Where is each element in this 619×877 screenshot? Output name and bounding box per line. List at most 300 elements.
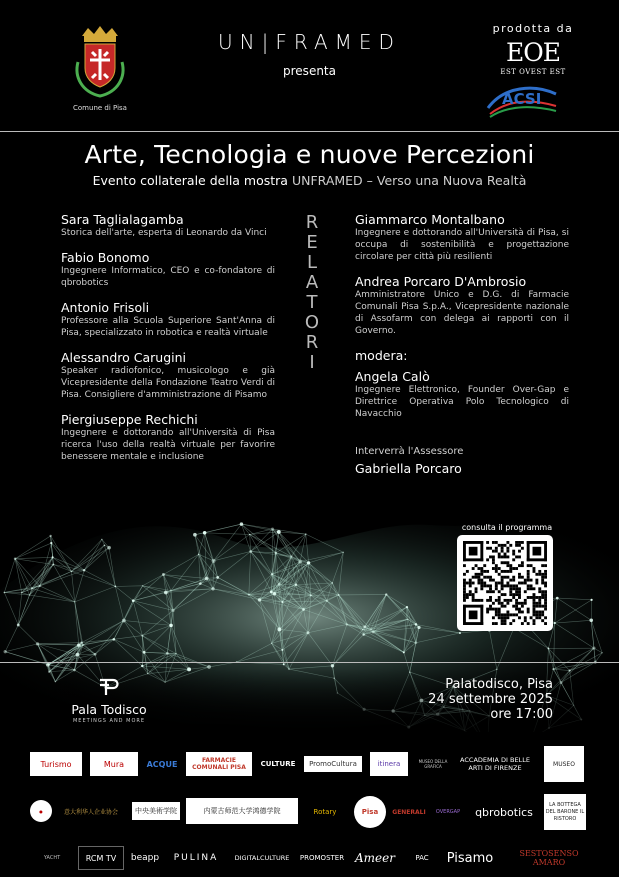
- sponsor-logo: Pisamo: [446, 850, 494, 866]
- qr-module: [521, 547, 524, 550]
- qr-module: [489, 590, 492, 593]
- qr-module: [495, 567, 498, 570]
- qr-module: [530, 616, 533, 619]
- relatori-letter: R: [305, 332, 319, 353]
- moderator-name: Angela Calò: [355, 369, 430, 384]
- qr-module: [515, 544, 518, 547]
- qr-module: [535, 596, 538, 599]
- qr-module: [515, 555, 518, 558]
- qr-module: [477, 573, 480, 576]
- qr-module: [492, 579, 495, 582]
- qr-module: [544, 608, 547, 611]
- qr-module: [495, 582, 498, 585]
- qr-module: [544, 605, 547, 608]
- qr-module: [506, 561, 509, 564]
- speaker-name: Fabio Bonomo: [61, 250, 150, 265]
- qr-module: [538, 570, 541, 573]
- qr-module: [475, 576, 478, 579]
- qr-module: [533, 608, 536, 611]
- qr-module: [501, 593, 504, 596]
- producer-label: prodotta da: [492, 22, 574, 35]
- qr-module: [527, 573, 530, 576]
- qr-module: [463, 605, 466, 625]
- qr-module: [504, 616, 507, 619]
- qr-module: [486, 576, 489, 579]
- qr-module: [489, 576, 492, 579]
- qr-module: [489, 608, 492, 611]
- qr-module: [512, 567, 515, 570]
- unframed-logo: UN|FRAMED: [218, 30, 401, 54]
- qr-module: [527, 608, 530, 611]
- sponsor-logo: PromoCultura: [304, 756, 362, 772]
- qr-module: [509, 599, 512, 602]
- event-subtitle: [0, 173, 619, 188]
- qr-module: [518, 550, 521, 553]
- qr-module: [483, 564, 486, 567]
- header-divider: [0, 131, 619, 132]
- sponsor-logo: SESTOSENSO AMARO: [519, 849, 579, 867]
- qr-module: [466, 570, 469, 573]
- qr-module: [486, 611, 489, 614]
- qr-module: [541, 590, 544, 593]
- qr-module: [515, 599, 518, 602]
- qr-module: [466, 582, 469, 585]
- qr-module: [501, 547, 504, 550]
- qr-module: [538, 613, 541, 616]
- qr-module: [475, 599, 478, 602]
- subtitle-intro: Evento collaterale della mostra: [92, 173, 292, 188]
- qr-module: [504, 553, 507, 556]
- qr-module: [544, 593, 547, 596]
- qr-module: [524, 599, 527, 602]
- qr-module: [501, 576, 504, 579]
- qr-module: [472, 593, 475, 596]
- speakers-right-column: [355, 212, 569, 476]
- qr-module: [518, 541, 521, 544]
- speaker-name: Andrea Porcaro D'Ambrosio: [355, 274, 527, 289]
- qr-module: [469, 547, 478, 556]
- qr-module: [501, 613, 504, 616]
- sponsor-logo: 中央美術学院: [132, 802, 180, 820]
- qr-module: [533, 587, 536, 590]
- qr-module: [509, 584, 512, 587]
- sponsor-logo: DIGITALCULTURE: [234, 854, 290, 862]
- qr-module: [495, 611, 498, 614]
- qr-module: [538, 616, 541, 619]
- qr-module: [541, 619, 544, 622]
- qr-module: [538, 599, 541, 602]
- qr-module: [483, 576, 486, 579]
- qr-module: [518, 590, 521, 593]
- qr-module: [518, 544, 521, 547]
- qr-caption: consulta il programma: [461, 523, 553, 532]
- qr-module: [463, 558, 483, 561]
- relatori-letter: E: [306, 232, 318, 253]
- qr-module: [544, 582, 547, 585]
- qr-module: [498, 555, 501, 558]
- qr-module: [535, 605, 538, 608]
- qr-module: [504, 576, 507, 579]
- qr-code-icon: [463, 541, 547, 625]
- qr-module: [463, 593, 466, 596]
- qr-module: [463, 605, 483, 608]
- qr-module: [524, 616, 527, 619]
- qr-module: [506, 613, 509, 616]
- qr-module: [506, 611, 509, 614]
- qr-module: [512, 587, 515, 590]
- qr-module: [463, 599, 466, 602]
- qr-module: [501, 584, 504, 587]
- qr-module: [469, 593, 472, 596]
- qr-module: [515, 602, 518, 605]
- qr-module: [506, 599, 509, 602]
- qr-module: [509, 593, 512, 596]
- qr-module: [469, 582, 472, 585]
- qr-module: [533, 593, 536, 596]
- pala-todisco-logo: [60, 678, 158, 724]
- assessore-label: Interverrà l'Assessore: [355, 446, 464, 457]
- qr-module: [533, 599, 536, 602]
- qr-module: [489, 599, 492, 602]
- qr-module: [472, 567, 475, 570]
- qr-module: [489, 596, 492, 599]
- qr-module: [486, 590, 489, 593]
- qr-module: [509, 590, 512, 593]
- qr-module: [524, 619, 527, 622]
- qr-module: [504, 555, 507, 558]
- qr-module: [469, 579, 472, 582]
- qr-module: [504, 584, 507, 587]
- speaker-description: Amministratore Unico e D.G. di Farmacie Comunali Pisa S.p.A., Vicepresidente nazionale di Assofarm con delega ai rapporti con il Governo.: [355, 290, 569, 336]
- qr-module: [533, 605, 536, 608]
- qr-module: [509, 587, 512, 590]
- qr-module: [544, 616, 547, 619]
- venue-place: Palatodisco, Pisa: [445, 677, 553, 692]
- venue-info: [353, 677, 553, 722]
- qr-module: [501, 602, 504, 605]
- qr-module: [466, 596, 469, 599]
- qr-module: [463, 573, 466, 576]
- qr-module: [506, 616, 509, 619]
- qr-module: [498, 544, 501, 547]
- qr-module: [492, 561, 495, 564]
- qr-module: [515, 593, 518, 596]
- qr-module: [518, 555, 521, 558]
- qr-module: [495, 547, 498, 550]
- qr-module: [486, 584, 489, 587]
- subtitle-exhibition: UNFRAMED – Verso una Nuova Realtà: [291, 173, 527, 188]
- qr-module: [489, 605, 492, 608]
- sponsor-logo: qbrobotics: [475, 805, 533, 819]
- qr-module: [472, 576, 475, 579]
- qr-module: [512, 593, 515, 596]
- qr-module: [527, 576, 530, 579]
- qr-module: [495, 570, 498, 573]
- sponsor-logo: MUSEO: [544, 746, 584, 782]
- qr-module: [492, 616, 495, 619]
- qr-module: [544, 596, 547, 599]
- qr-module: [486, 608, 489, 611]
- qr-module: [504, 619, 507, 622]
- qr-module: [533, 611, 536, 614]
- qr-module: [495, 622, 498, 625]
- qr-module: [538, 590, 541, 593]
- qr-module: [527, 584, 530, 587]
- moderator-label: modera:: [355, 348, 408, 363]
- qr-module: [498, 599, 501, 602]
- pala-todisco-name: Pala Todisco: [71, 702, 147, 717]
- qr-module: [521, 605, 524, 608]
- qr-module: [501, 579, 504, 582]
- qr-module: [518, 576, 521, 579]
- qr-module: [533, 613, 536, 616]
- qr-module: [489, 555, 492, 558]
- qr-module: [463, 541, 466, 561]
- qr-module: [477, 576, 480, 579]
- qr-module: [498, 611, 501, 614]
- qr-module: [475, 564, 478, 567]
- qr-module: [530, 564, 533, 567]
- qr-module: [501, 561, 504, 564]
- speaker-description: Speaker radiofonico, musicologo e già Vicepresidente della Fondazione Teatro Verdi di Pisa. Consigliere d'amministrazione di Pisamo: [61, 366, 275, 400]
- qr-module: [504, 599, 507, 602]
- qr-module: [535, 611, 538, 614]
- sponsor-logo: GENERALI: [392, 808, 426, 816]
- sponsor-logo: itinera: [370, 752, 408, 776]
- qr-module: [498, 613, 501, 616]
- sponsor-logo: Pisa: [354, 796, 386, 828]
- qr-module: [524, 602, 527, 605]
- qr-module: [480, 582, 483, 585]
- qr-module: [480, 587, 483, 590]
- qr-module: [492, 608, 495, 611]
- speaker-description: Storica dell'arte, esperta di Leonardo da Vinci: [61, 228, 267, 238]
- qr-module: [492, 567, 495, 570]
- speaker-description: Ingegnere Informatico, CEO e co-fondatore di qbrobotics: [61, 266, 275, 288]
- sponsor-logos: [0, 732, 619, 877]
- qr-module: [530, 584, 533, 587]
- relatori-letter: T: [306, 292, 318, 313]
- pala-todisco-mark-icon: [97, 678, 121, 696]
- qr-module: [472, 596, 475, 599]
- qr-module: [506, 570, 509, 573]
- qr-module: [515, 541, 518, 544]
- qr-module: [495, 599, 498, 602]
- qr-module: [469, 584, 472, 587]
- qr-module: [480, 573, 483, 576]
- qr-module: [515, 587, 518, 590]
- qr-module: [509, 613, 512, 616]
- qr-module: [538, 573, 541, 576]
- qr-module: [495, 608, 498, 611]
- qr-module: [527, 622, 530, 625]
- qr-module: [501, 616, 504, 619]
- qr-module: [506, 584, 509, 587]
- qr-module: [541, 596, 544, 599]
- qr-module: [544, 622, 547, 625]
- qr-module: [498, 573, 501, 576]
- qr-module: [515, 605, 518, 608]
- qr-module: [504, 622, 507, 625]
- qr-module: [466, 593, 469, 596]
- qr-module: [463, 622, 483, 625]
- qr-module: [512, 613, 515, 616]
- qr-module: [541, 573, 544, 576]
- qr-module: [538, 611, 541, 614]
- qr-module: [535, 579, 538, 582]
- qr-module: [498, 590, 501, 593]
- sponsor-logo: 内蒙古师范大学鸿德学院: [186, 798, 298, 824]
- qr-module: [506, 547, 509, 550]
- qr-module: [501, 570, 504, 573]
- qr-module: [483, 582, 486, 585]
- qr-module: [512, 576, 515, 579]
- qr-module: [480, 605, 483, 625]
- qr-module: [518, 611, 521, 614]
- qr-module: [475, 573, 478, 576]
- event-title: Arte, Tecnologia e nuove Percezioni: [84, 140, 535, 169]
- qr-module: [492, 558, 495, 561]
- qr-module: [521, 622, 524, 625]
- qr-module: [492, 622, 495, 625]
- qr-module: [489, 584, 492, 587]
- qr-module: [501, 605, 504, 608]
- sponsor-logo: PULINA: [173, 853, 219, 863]
- qr-module: [489, 547, 492, 550]
- qr-module: [504, 544, 507, 547]
- sponsor-logo: LA BOTTEGA DEL BARONE IL RISTORO: [544, 794, 586, 830]
- qr-module: [472, 582, 475, 585]
- sponsor-logo: OVERGAP: [435, 809, 461, 815]
- qr-module: [495, 584, 498, 587]
- qr-module: [533, 547, 542, 556]
- speaker-name: Sara Taglialagamba: [61, 212, 184, 227]
- qr-module: [480, 570, 483, 573]
- qr-module: [506, 582, 509, 585]
- qr-module: [538, 602, 541, 605]
- qr-module: [544, 576, 547, 579]
- qr-module: [486, 558, 489, 561]
- sponsor-logo: RCM TV: [78, 846, 124, 870]
- qr-module: [521, 582, 524, 585]
- venue-time: ore 17:00: [490, 707, 553, 722]
- sponsor-logo: ACQUE: [146, 759, 178, 769]
- program-qr-code[interactable]: [457, 535, 553, 631]
- qr-module: [533, 567, 536, 570]
- qr-module: [521, 602, 524, 605]
- qr-module: [541, 582, 544, 585]
- speaker-description: Ingegnere e dottorando all'Università di Pisa, si occupa di sostenibilità e progettazione circolare per città più resilienti: [355, 228, 569, 262]
- qr-module: [498, 567, 501, 570]
- eoe-logo: EOE: [506, 38, 560, 67]
- sponsor-logo: Turismo: [30, 752, 82, 776]
- qr-module: [495, 613, 498, 616]
- moderator-description: Ingegnere Elettronico, Founder Over-Gap e Direttrice Operativa Polo Tecnologico di Navacchio: [355, 385, 569, 419]
- speaker-entry: [355, 274, 569, 337]
- presenta-text: presenta: [283, 64, 336, 78]
- qr-module: [501, 544, 504, 547]
- qr-module: [512, 596, 515, 599]
- sponsor-logo: Ameer: [355, 851, 395, 865]
- relatori-letter: O: [304, 312, 320, 333]
- qr-module: [463, 541, 483, 544]
- qr-module: [524, 582, 527, 585]
- qr-module: [469, 611, 478, 620]
- qr-module: [544, 541, 547, 561]
- qr-module: [541, 579, 544, 582]
- qr-module: [492, 602, 495, 605]
- qr-module: [521, 541, 524, 544]
- qr-module: [506, 576, 509, 579]
- qr-module: [506, 550, 509, 553]
- qr-module: [463, 579, 466, 582]
- speaker-name: Antonio Frisoli: [61, 300, 150, 315]
- speaker-entry: [61, 212, 275, 239]
- qr-module: [495, 550, 498, 553]
- qr-module: [495, 541, 498, 544]
- pala-todisco-tagline: MEETINGS AND MORE: [72, 718, 146, 724]
- qr-module: [492, 541, 495, 544]
- sponsor-logo: beapp: [130, 853, 160, 863]
- qr-module: [521, 564, 524, 567]
- qr-module: [477, 599, 480, 602]
- qr-module: [463, 582, 466, 585]
- qr-module: [538, 605, 541, 608]
- qr-module: [504, 613, 507, 616]
- qr-module: [518, 573, 521, 576]
- speaker-entry: [61, 350, 275, 401]
- qr-module: [533, 596, 536, 599]
- qr-module: [504, 561, 507, 564]
- qr-module: [480, 567, 483, 570]
- qr-module: [518, 602, 521, 605]
- relatori-letter: L: [306, 252, 318, 273]
- qr-module: [533, 570, 536, 573]
- qr-module: [509, 564, 512, 567]
- qr-module: [504, 570, 507, 573]
- qr-module: [475, 590, 478, 593]
- qr-module: [501, 582, 504, 585]
- qr-module: [541, 564, 544, 567]
- qr-module: [506, 602, 509, 605]
- qr-module: [463, 596, 466, 599]
- qr-module: [527, 596, 530, 599]
- acsi-logo: [484, 80, 560, 120]
- speaker-entry: [61, 300, 275, 339]
- qr-module: [518, 564, 521, 567]
- qr-module: [544, 584, 547, 587]
- qr-module: [463, 584, 466, 587]
- qr-module: [495, 564, 498, 567]
- qr-module: [533, 619, 536, 622]
- qr-module: [512, 550, 515, 553]
- qr-module: [463, 590, 466, 593]
- qr-module: [541, 613, 544, 616]
- qr-module: [483, 584, 486, 587]
- qr-module: [512, 605, 515, 608]
- qr-module: [501, 622, 504, 625]
- sponsor-logo: FARMACIE COMUNALI PISA: [186, 752, 252, 776]
- qr-module: [504, 593, 507, 596]
- qr-module: [501, 555, 504, 558]
- crest-caption: Comune di Pisa: [73, 104, 127, 112]
- qr-module: [512, 553, 515, 556]
- qr-module: [527, 564, 530, 567]
- qr-module: [498, 596, 501, 599]
- qr-module: [518, 596, 521, 599]
- qr-module: [489, 587, 492, 590]
- qr-module: [535, 602, 538, 605]
